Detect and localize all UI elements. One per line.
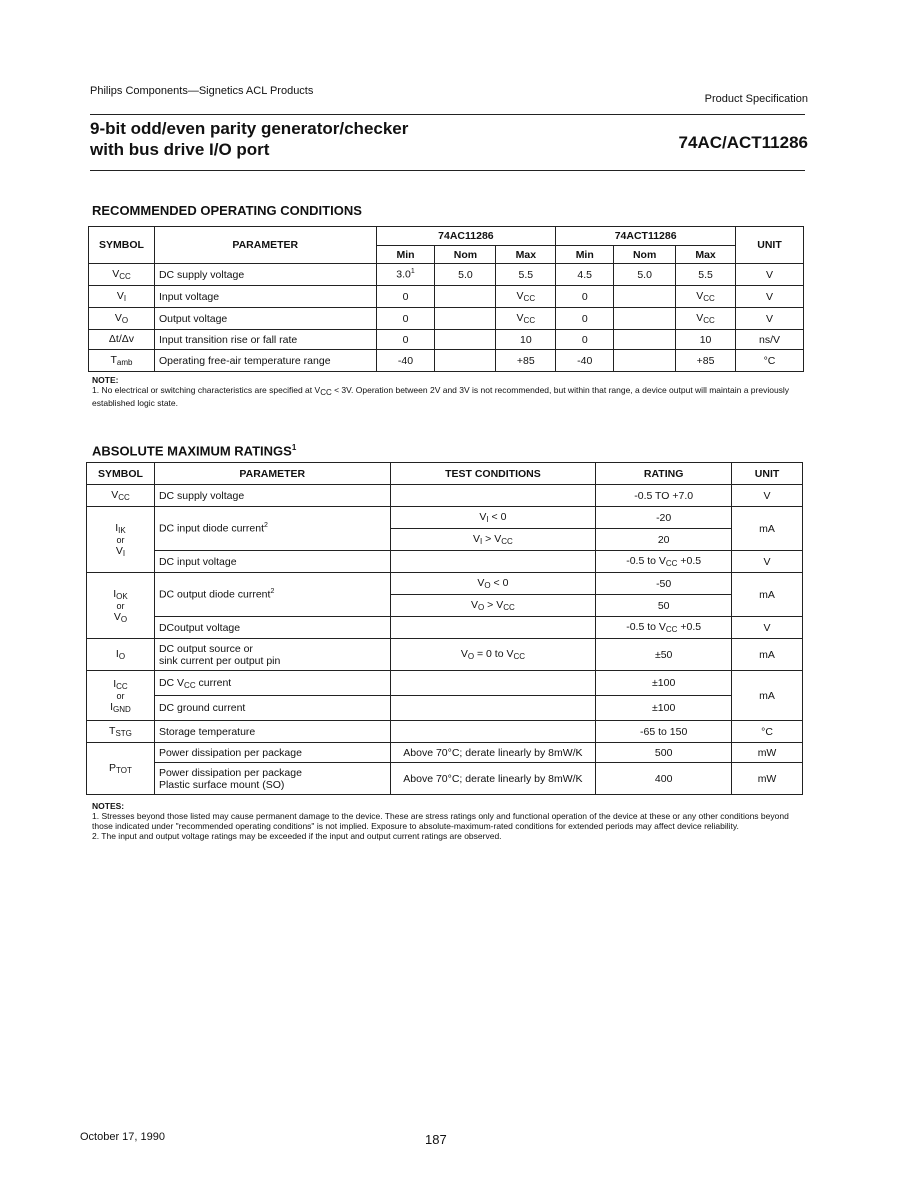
- condition-cell: Above 70°C; derate linearly by 8mW/K: [390, 763, 596, 795]
- unit-cell: mA: [732, 671, 803, 721]
- rating-cell: ±50: [596, 639, 732, 671]
- table-row: [87, 696, 803, 721]
- roc-table: [88, 226, 804, 372]
- table-row: [87, 721, 803, 743]
- roc-note-heading: NOTE:: [92, 375, 119, 385]
- condition-cell: $V_O = 0$ to $V_{CC}$: [390, 639, 596, 671]
- rating-cell: ±100: [596, 671, 732, 696]
- symbol-cell: $T_{STG}$: [87, 721, 155, 743]
- value-cell: [435, 286, 496, 308]
- parameter-cell: DC input diode current$^2$: [154, 507, 390, 551]
- condition-cell: [390, 485, 596, 507]
- parameter-cell: DC input voltage: [154, 551, 390, 573]
- unit-cell: V: [732, 551, 803, 573]
- rating-cell: -50: [596, 573, 732, 595]
- roc-header-nom: Nom: [614, 246, 676, 264]
- value-cell: 0: [376, 330, 435, 350]
- table-row: [87, 763, 803, 795]
- header-rule-top: [90, 114, 805, 115]
- unit-cell: V: [736, 286, 804, 308]
- parameter-cell: DC output source or sink current per output pin: [154, 639, 390, 671]
- value-cell: [614, 286, 676, 308]
- amr-section-title: ABSOLUTE MAXIMUM RATINGS$^1$: [92, 443, 297, 459]
- parameter-cell: DC output diode current$^2$: [154, 573, 390, 617]
- page-title: [90, 118, 408, 160]
- title-line-2: with bus drive I/O port: [90, 140, 270, 159]
- table-row: [87, 639, 803, 671]
- unit-cell: mW: [732, 763, 803, 795]
- value-cell: $V_{CC}$: [676, 286, 736, 308]
- header-rule-bottom: [90, 170, 805, 171]
- condition-cell: $V_I > V_{CC}$: [390, 529, 596, 551]
- symbol-cell: $V_I$: [89, 286, 155, 308]
- rating-cell: -0.5 to $V_{CC} +0.5$: [596, 551, 732, 573]
- parameter-cell: Storage temperature: [154, 721, 390, 743]
- value-cell: 0: [556, 286, 614, 308]
- rating-cell: -65 to 150: [596, 721, 732, 743]
- unit-cell: V: [732, 617, 803, 639]
- value-cell: $V_{CC}$: [496, 286, 556, 308]
- table-row: [89, 286, 804, 308]
- table-row: [89, 350, 804, 372]
- parameter-cell: Power dissipation per package Plastic surface mount (SO): [154, 763, 390, 795]
- company-name: Philips Components—Signetics ACL Products: [90, 85, 314, 97]
- amr-table: [86, 462, 803, 795]
- roc-header-parameter: PARAMETER: [154, 227, 376, 264]
- roc-header-max: Max: [496, 246, 556, 264]
- condition-cell: $V_O > V_{CC}$: [390, 595, 596, 617]
- roc-header-min: Min: [376, 246, 435, 264]
- unit-cell: V: [732, 485, 803, 507]
- parameter-cell: Input transition rise or fall rate: [154, 330, 376, 350]
- parameter-cell: DC supply voltage: [154, 264, 376, 286]
- symbol-cell: $V_O$: [89, 308, 155, 330]
- roc-header-min: Min: [556, 246, 614, 264]
- value-cell: [435, 350, 496, 372]
- unit-cell: ns/V: [736, 330, 804, 350]
- rating-cell: -20: [596, 507, 732, 529]
- parameter-cell: DCoutput voltage: [154, 617, 390, 639]
- value-cell: 4.5: [556, 264, 614, 286]
- condition-cell: Above 70°C; derate linearly by 8mW/K: [390, 743, 596, 763]
- value-cell: 5.0: [614, 264, 676, 286]
- value-cell: -40: [376, 350, 435, 372]
- value-cell: [614, 308, 676, 330]
- symbol-cell: $I_{CC}$ or $I_{GND}$: [87, 671, 155, 721]
- roc-header-max: Max: [676, 246, 736, 264]
- table-row: [87, 507, 803, 529]
- roc-header-74act11286: 74ACT11286: [556, 227, 736, 246]
- value-cell: $V_{CC}$: [676, 308, 736, 330]
- title-line-1: 9-bit odd/even parity generator/checker: [90, 119, 409, 138]
- unit-cell: mW: [732, 743, 803, 763]
- roc-header-nom: Nom: [435, 246, 496, 264]
- table-row: [87, 573, 803, 595]
- amr-header-rating: RATING: [596, 463, 732, 485]
- roc-note-1: 1. No electrical or switching characteristics are specified at VCC < 3V. Operation between 2V and 3V is not recommended, but within that range, a device output will maintain a previously established logic state.: [92, 385, 790, 408]
- value-cell: 0: [556, 308, 614, 330]
- table-row: [87, 551, 803, 573]
- value-cell: +85: [496, 350, 556, 372]
- unit-cell: V: [736, 308, 804, 330]
- value-cell: $3.0^1$: [376, 264, 435, 286]
- symbol-cell: $V_{CC}$: [89, 264, 155, 286]
- roc-header-unit: UNIT: [736, 227, 804, 264]
- condition-cell: [390, 696, 596, 721]
- amr-note-1: 1. Stresses beyond those listed may cause permanent damage to the device. These are stress ratings only and functional operation of the device at these or any other conditions beyond those indicated under "recommended operating conditions" is not implied. Exposure to absolute-maximum-rated conditions for extended periods may affect device reliability.: [92, 811, 789, 831]
- part-number: 74AC/ACT11286: [678, 133, 808, 152]
- value-cell: 5.5: [496, 264, 556, 286]
- value-cell: 0: [376, 286, 435, 308]
- table-row: [89, 330, 804, 350]
- condition-cell: $V_I < 0$: [390, 507, 596, 529]
- unit-cell: mA: [732, 507, 803, 551]
- amr-notes: [92, 801, 797, 841]
- condition-cell: [390, 721, 596, 743]
- rating-cell: 500: [596, 743, 732, 763]
- rating-cell: 400: [596, 763, 732, 795]
- rating-cell: 50: [596, 595, 732, 617]
- roc-notes: [92, 375, 792, 408]
- value-cell: +85: [676, 350, 736, 372]
- parameter-cell: DC ground current: [154, 696, 390, 721]
- unit-cell: °C: [736, 350, 804, 372]
- amr-header-unit: UNIT: [732, 463, 803, 485]
- roc-header-symbol: SYMBOL: [89, 227, 155, 264]
- rating-cell: ±100: [596, 696, 732, 721]
- parameter-cell: Operating free-air temperature range: [154, 350, 376, 372]
- symbol-cell: $P_{TOT}$: [87, 743, 155, 795]
- condition-cell: [390, 671, 596, 696]
- amr-notes-heading: NOTES:: [92, 801, 125, 811]
- unit-cell: mA: [732, 573, 803, 617]
- symbol-cell: Δt/Δv: [89, 330, 155, 350]
- value-cell: [435, 330, 496, 350]
- value-cell: $V_{CC}$: [496, 308, 556, 330]
- table-row: [87, 671, 803, 696]
- table-row: [87, 485, 803, 507]
- value-cell: 5.5: [676, 264, 736, 286]
- footer-date: October 17, 1990: [80, 1131, 166, 1143]
- value-cell: 10: [496, 330, 556, 350]
- rating-cell: 20: [596, 529, 732, 551]
- unit-cell: °C: [732, 721, 803, 743]
- parameter-cell: Power dissipation per package: [154, 743, 390, 763]
- table-row: [87, 743, 803, 763]
- document-type: Product Specification: [704, 93, 808, 105]
- table-row: [89, 308, 804, 330]
- parameter-cell: DC supply voltage: [154, 485, 390, 507]
- value-cell: 0: [376, 308, 435, 330]
- table-row: [89, 264, 804, 286]
- condition-cell: $V_O < 0$: [390, 573, 596, 595]
- value-cell: [614, 330, 676, 350]
- parameter-cell: DC $V_{CC}$ current: [154, 671, 390, 696]
- unit-cell: mA: [732, 639, 803, 671]
- condition-cell: [390, 551, 596, 573]
- parameter-cell: Output voltage: [154, 308, 376, 330]
- unit-cell: V: [736, 264, 804, 286]
- value-cell: -40: [556, 350, 614, 372]
- value-cell: 5.0: [435, 264, 496, 286]
- symbol-cell: $T_{amb}$: [89, 350, 155, 372]
- page-number: 187: [425, 1132, 447, 1147]
- amr-note-2: 2. The input and output voltage ratings may be exceeded if the input and output current ratings are observed.: [92, 831, 502, 841]
- amr-header-test-conditions: TEST CONDITIONS: [390, 463, 596, 485]
- roc-section-title: RECOMMENDED OPERATING CONDITIONS: [92, 203, 362, 218]
- symbol-cell: $I_O$: [87, 639, 155, 671]
- value-cell: [435, 308, 496, 330]
- value-cell: [614, 350, 676, 372]
- symbol-cell: $I_{OK}$ or $V_O$: [87, 573, 155, 639]
- symbol-cell: $I_{IK}$ or $V_I$: [87, 507, 155, 573]
- value-cell: 10: [676, 330, 736, 350]
- condition-cell: [390, 617, 596, 639]
- amr-header-symbol: SYMBOL: [87, 463, 155, 485]
- symbol-cell: $V_{CC}$: [87, 485, 155, 507]
- rating-cell: -0.5 to $V_{CC} +0.5$: [596, 617, 732, 639]
- parameter-cell: Input voltage: [154, 286, 376, 308]
- rating-cell: -0.5 TO +7.0: [596, 485, 732, 507]
- amr-header-parameter: PARAMETER: [154, 463, 390, 485]
- value-cell: 0: [556, 330, 614, 350]
- roc-header-74ac11286: 74AC11286: [376, 227, 556, 246]
- table-row: [87, 617, 803, 639]
